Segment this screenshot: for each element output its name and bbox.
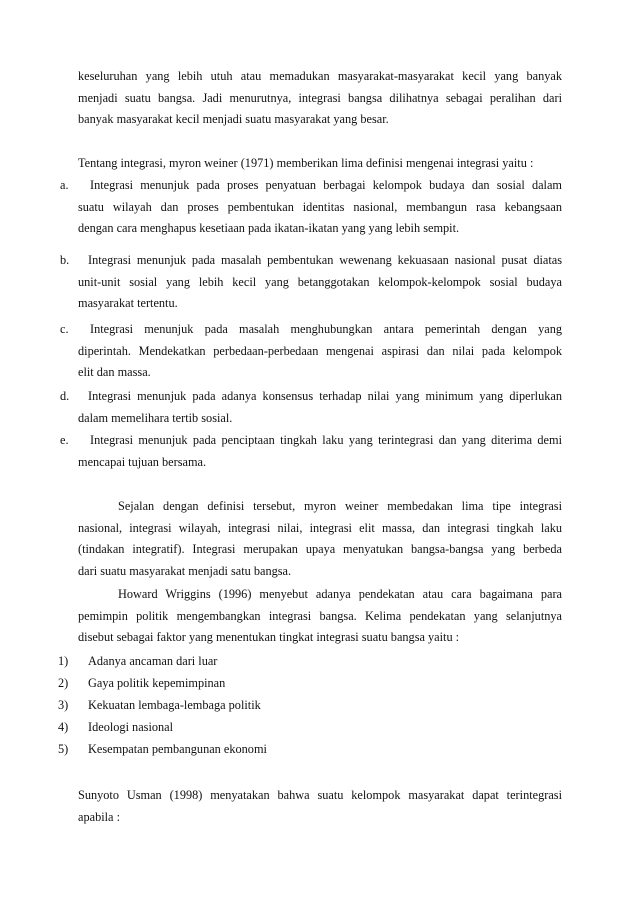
paragraph-line: apabila :	[78, 809, 120, 824]
paragraph-line: unit-unit sosial yang lebih kecil yang betanggotakan kelompok-kelompok sosial budaya	[78, 274, 562, 289]
sejalan-paragraph	[78, 496, 562, 582]
definition-item	[78, 430, 562, 473]
list-number: 2)	[58, 676, 69, 690]
sunyoto-paragraph	[78, 785, 562, 828]
paragraph-line: pemimpin politik mengembangkan integrasi bangsa. Kelima pendekatan yang selanjutnya	[78, 608, 562, 623]
wriggins-paragraph	[78, 584, 562, 649]
paragraph-line: Integrasi menunjuk pada penciptaan tingkah laku yang terintegrasi dan yang diterima demi	[90, 433, 562, 447]
list-item: Gaya politik kepemimpinan	[88, 676, 226, 690]
paragraph-line: dengan cara menghapus kesetiaan pada ikatan-ikatan yang yang lebih sempit.	[78, 221, 460, 235]
paragraph-line: Sejalan dengan definisi tersebut, myron weiner membedakan lima tipe integrasi	[118, 499, 562, 513]
weiner-intro-paragraph	[78, 153, 562, 175]
paragraph-line: Tentang integrasi, myron weiner (1971) memberikan lima definisi mengenai integrasi yaitu :	[78, 156, 534, 170]
list-marker: d.	[60, 389, 70, 403]
paragraph-line: keseluruhan yang lebih utuh atau memadukan masyarakat-masyarakat kecil yang banyak	[78, 69, 562, 83]
paragraph-line: (tindakan integratif). Integrasi merupakan upaya menyatukan bangsa-bangsa yang berbeda	[78, 542, 562, 556]
paragraph-line: Integrasi menunjuk pada adanya konsensus terhadap nilai yang minimum yang diperlukan	[88, 389, 562, 403]
paragraph-line: Integrasi menunjuk pada proses penyatuan berbagai kelompok budaya dan sosial dalam	[90, 178, 562, 192]
paragraph-line: mencapai tujuan bersama.	[78, 454, 207, 469]
paragraph-line: menjadi suatu bangsa. Jadi menurutnya, integrasi bangsa dilihatnya sebagai peralihan dari	[78, 90, 562, 105]
paragraph-line: Integrasi menunjuk pada masalah menghubungkan antara pemerintah dengan yang	[90, 322, 562, 336]
paragraph-line: elit dan massa.	[78, 365, 151, 379]
list-item: Adanya ancaman dari luar	[88, 654, 218, 668]
paragraph-line: dalam memelihara tertib sosial.	[78, 410, 233, 425]
list-item: Kekuatan lembaga-lembaga politik	[88, 698, 261, 712]
intro-paragraph	[78, 66, 562, 131]
list-number: 1)	[58, 654, 69, 668]
paragraph-line: suatu wilayah dan proses pembentukan identitas nasional, membangun rasa kebangsaan	[78, 199, 562, 214]
paragraph-line: Sunyoto Usman (1998) menyatakan bahwa suatu kelompok masyarakat dapat terintegrasi	[78, 788, 562, 802]
list-number: 4)	[58, 720, 69, 734]
list-marker: b.	[60, 253, 70, 267]
list-marker: a.	[60, 178, 69, 192]
list-number: 5)	[58, 742, 69, 756]
paragraph-line: nasional, integrasi wilayah, integrasi nilai, integrasi elit massa, dan integrasi tingkah laku	[78, 520, 562, 535]
definition-item	[78, 250, 562, 315]
paragraph-line: banyak masyarakat kecil menjadi suatu masyarakat yang besar.	[78, 112, 389, 126]
definition-item	[78, 175, 562, 240]
list-marker: c.	[60, 322, 69, 336]
paragraph-line: Integrasi menunjuk pada masalah pembentukan wewenang kekuasaan nasional pusat diatas	[88, 253, 562, 267]
list-marker: e.	[60, 433, 69, 447]
paragraph-line: Howard Wriggins (1996) menyebut adanya pendekatan atau cara bagaimana para	[118, 587, 562, 601]
paragraph-line: diperintah. Mendekatkan perbedaan-perbedaan mengenai aspirasi dan nilai pada kelompok	[78, 343, 562, 358]
list-number: 3)	[58, 698, 69, 712]
paragraph-line: disebut sebagai faktor yang menentukan tingkat integrasi suatu bangsa yaitu :	[78, 630, 460, 644]
list-item: Kesempatan pembangunan ekonomi	[88, 742, 267, 756]
paragraph-line: masyarakat tertentu.	[78, 296, 178, 310]
definition-item	[78, 319, 562, 384]
definition-item	[78, 386, 562, 429]
list-item: Ideologi nasional	[88, 720, 174, 734]
paragraph-line: dari suatu masyarakat menjadi satu bangsa.	[78, 563, 292, 578]
